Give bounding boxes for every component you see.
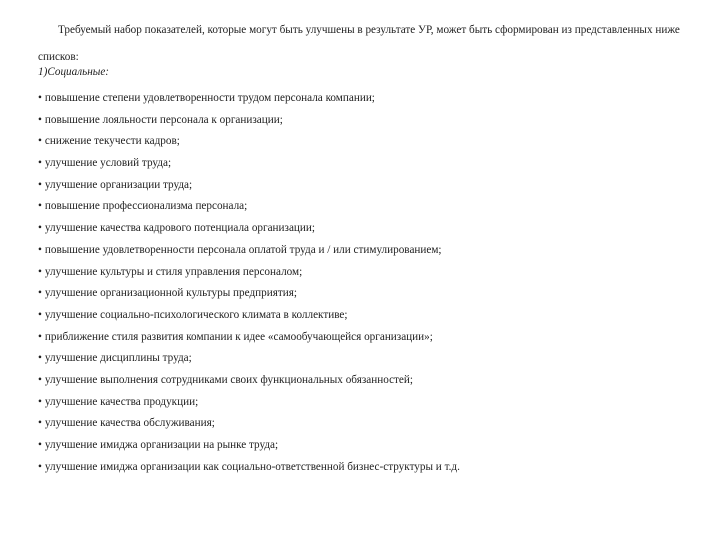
list-item [38,262,460,284]
list-item [38,153,460,175]
bullet-icon: • [38,287,42,300]
list-item-text: улучшение качества продукции; [44,395,199,408]
list-item [38,413,460,435]
list-item-text: улучшение выполнения сотрудниками своих функциональных обязанностей; [44,373,413,386]
bullet-icon: • [38,243,42,256]
list-item-text: приближение стиля развития компании к идее «самообучающейся организации»; [44,330,433,343]
bullet-icon: • [38,135,42,148]
bullet-icon: • [38,308,42,321]
list-item [38,305,460,327]
bullet-icon: • [38,200,42,213]
list-item-text: повышение удовлетворенности персонала оплатой труда и / или стимулированием; [44,243,442,256]
intro-paragraph: Требуемый набор показателей, которые могут быть улучшены в результате УР, может быть сформирован из представленных ниже списков: [38,24,680,63]
list-item [38,131,460,153]
indicator-list [38,88,460,478]
list-item [38,435,460,457]
bullet-icon: • [38,265,42,278]
bullet-icon: • [38,92,42,104]
list-item-text: улучшение качества кадрового потенциала организации; [44,222,315,235]
list-item-text: повышение лояльности персонала к организации; [44,113,283,126]
list-item [38,196,460,218]
list-item-text: улучшение культуры и стиля управления персоналом; [44,265,303,278]
list-item [38,175,460,197]
list-item [38,370,460,392]
list-item-text: повышение степени удовлетворенности трудом персонала компании; [44,92,375,104]
list-item [38,110,460,132]
list-item [38,218,460,240]
list-item-text: повышение профессионализма персонала; [44,200,248,213]
section-heading: 1)Социальные: [38,66,110,78]
list-item [38,88,460,110]
bullet-icon: • [38,330,42,343]
list-item [38,457,460,479]
list-item-text: улучшение имиджа организации как социально-ответственной бизнес-структуры и т.д. [44,460,460,473]
bullet-icon: • [38,460,42,473]
bullet-icon: • [38,417,42,430]
bullet-icon: • [38,157,42,170]
list-item-text: улучшение условий труда; [44,157,172,170]
bullet-icon: • [38,395,42,408]
list-item [38,240,460,262]
bullet-icon: • [38,222,42,235]
list-item-text: улучшение организации труда; [44,178,193,191]
list-item-text: улучшение социально-психологического климата в коллективе; [44,308,348,321]
list-item-text: улучшение организационной культуры предприятия; [44,287,297,300]
list-item-text: улучшение качества обслуживания; [44,417,215,430]
bullet-icon: • [38,178,42,191]
bullet-icon: • [38,113,42,126]
list-item [38,327,460,349]
bullet-icon: • [38,373,42,386]
list-item-text: улучшение имиджа организации на рынке труда; [44,439,279,451]
list-item [38,392,460,414]
list-item [38,283,460,305]
bullet-icon: • [38,439,42,451]
list-item [38,348,460,370]
bullet-icon: • [38,352,42,365]
list-item-text: снижение текучести кадров; [44,135,180,148]
list-item-text: улучшение дисциплины труда; [44,352,192,365]
